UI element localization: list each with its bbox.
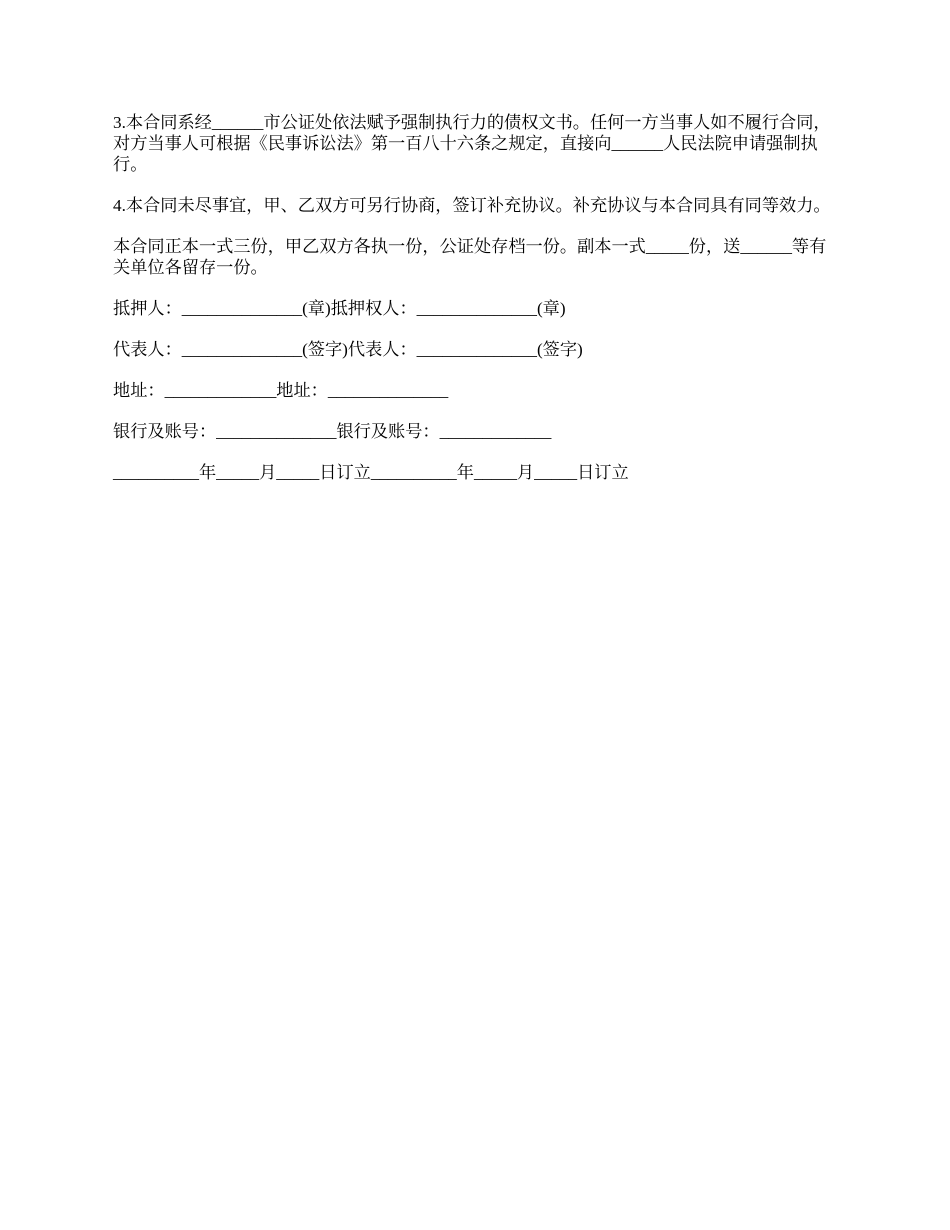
document-body: [113, 112, 838, 503]
signature-party-line: 抵押人：______________(章)抵押权人：______________(章): [113, 299, 566, 318]
address-line: 地址：_____________地址：______________: [113, 381, 449, 400]
clause-3-enforcement: 3.本合同系经______市公证处依法赋予强制执行力的债权文书。任何一方当事人如不履行合同，对方当事人可根据《民事诉讼法》第一百八十六条之规定，直接向______人民法院申请强制执行。: [113, 113, 831, 174]
signing-date-line: __________年_____月_____日订立__________年_____月_____日订立: [113, 463, 629, 482]
copies-clause: 本合同正本一式三份，甲乙双方各执一份，公证处存档一份。副本一式_____份，送______等有关单位各留存一份。: [113, 237, 827, 277]
signature-representative-line: 代表人：______________(签字)代表人：______________(签字): [113, 340, 583, 359]
clause-4-supplementary: 4.本合同未尽事宜，甲、乙双方可另行协商，签订补充协议。补充协议与本合同具有同等效力。: [113, 196, 831, 215]
bank-account-line: 银行及账号：______________银行及账号：_____________: [113, 422, 552, 441]
